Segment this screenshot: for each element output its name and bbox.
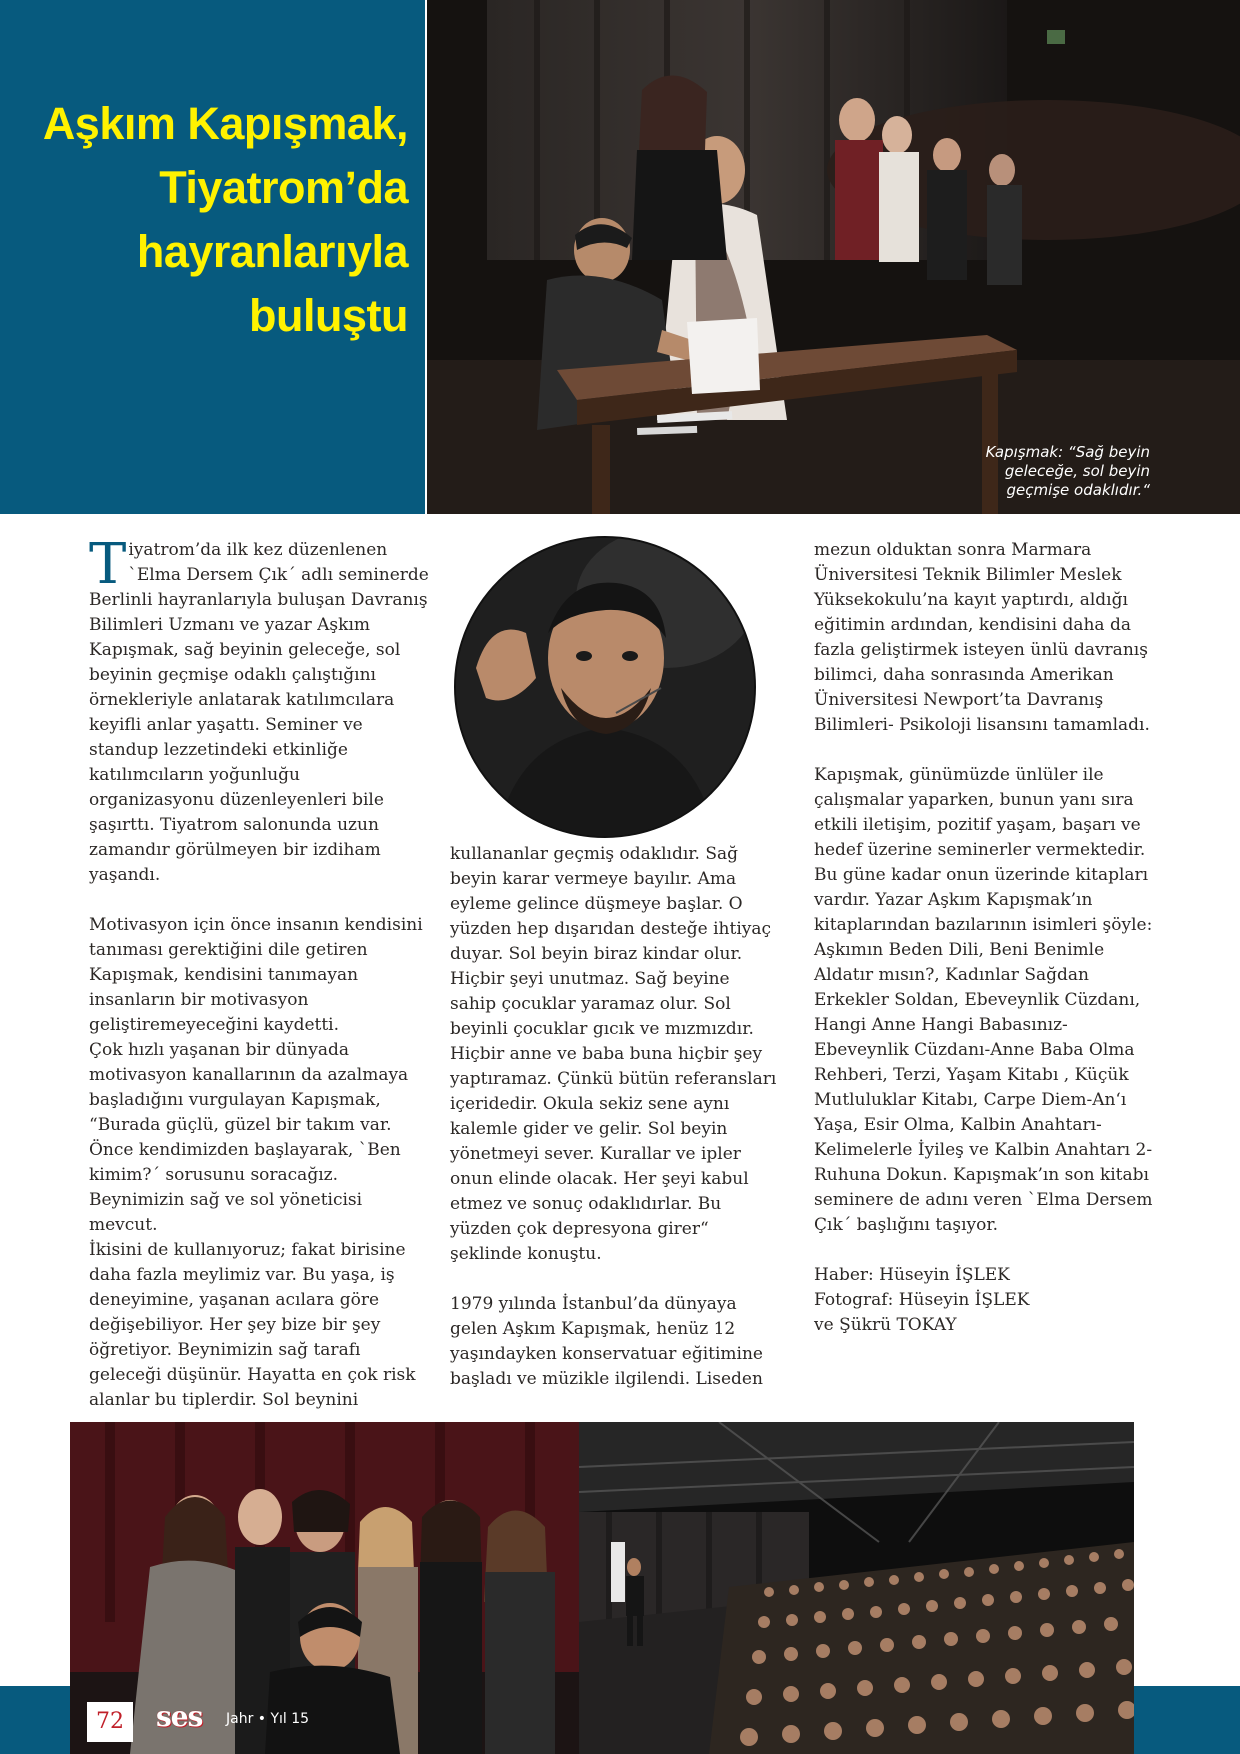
article-column-1 — [89, 532, 429, 1438]
group-photo-illustration — [70, 1422, 579, 1754]
top-photo — [427, 0, 1240, 514]
caption-line: geçmişe odaklıdır.“ — [1006, 481, 1150, 499]
credit-line: Fotograf: Hüseyin İŞLEK — [814, 1290, 1030, 1310]
issue-label: Jahr • Yıl 15 — [226, 1711, 310, 1727]
magazine-logo: ses — [156, 1700, 203, 1733]
portrait-illustration — [456, 538, 754, 836]
title-block — [0, 0, 425, 514]
caption-line: geleceğe, sol beyin — [1004, 462, 1150, 480]
group-photo — [70, 1422, 579, 1754]
title-line: Aşkım Kapışmak, — [42, 98, 408, 149]
paragraph: kullananlar geçmiş odaklıdır. Sağ beyin karar vermeye bayılır. Ama eyleme gelince düşmeye başlar. O yüzden hep dışarıdan desteğe ihtiyaç duyar. Sol beyin biraz kindar olur. Hiçbir şeyi unutmaz. Sağ beyine sahip çocuklar yaramaz olur. Sol beyinli çocuklar gıcık ve mızmızdır. Hiçbir anne ve baba buna hiçbir şey yaptıramaz. Çünkü bütün referansları içeridedir. Okula sekiz sene aynı kalemle gider ve gelir. Sol beyin yönetmeyi sever. Kurallar ve ipler onun elinde olacak. Her şeyi kabul etmez ve sonuç odaklıdırlar. Bu yüzden çok depresyona girer“ şeklinde konuştu. — [450, 844, 777, 1264]
paragraph: 1979 yılında İstanbul’da dünyaya gelen Aşkım Kapışmak, henüz 12 yaşındayken konservatuar eğitimine başladı ve müzikle ilgilendi. Liseden — [450, 1294, 763, 1389]
paragraph-line: İkisini de kullanıyoruz; fakat birisine daha fazla meylimiz var. Bu yaşa, iş deneyimine, yaşanan acılara göre değişebiliyor. Her şey bize bir şey öğretiyor. Beynimizin sağ tarafı geleceği düşünür. Hayatta en çok risk alanlar bu tiplerdir. Sol beynini — [89, 1240, 416, 1410]
drop-cap: T — [89, 532, 127, 597]
article-column-3 — [814, 538, 1154, 1363]
top-photo-caption — [920, 443, 1150, 500]
article-column-2 — [450, 842, 780, 1417]
audience-photo — [579, 1422, 1134, 1754]
title-line: hayranlarıyla — [136, 226, 408, 277]
credit-line: Haber: Hüseyin İŞLEK — [814, 1265, 1010, 1285]
page-number: 72 — [87, 1702, 133, 1742]
paragraph — [89, 913, 429, 1413]
audience-photo-illustration — [579, 1422, 1134, 1754]
intro-text: iyatrom’da ilk kez düzenlenen `Elma Dersem Çık´ adlı seminerde Berlinli hayranlarıyla buluşan Davranış Bilimleri Uzmanı ve yazar Aşkım Kapışmak, sağ beyinin geleceğe, sol beyinin geçmişe odaklı çalıştığını örnekleriyle anlatarak katılımcılara keyifli anlar yaşattı. Seminer ve standup lezzetindeki etkinliğe katılımcıların yoğunluğu organizasyonu düzenleyenleri bile şaşırttı. Tiyatrom salonunda uzun zamandır görülmeyen bir izdiham yaşandı. — [89, 540, 429, 885]
paragraph-line: Motivasyon için önce insanın kendisini tanıması gerektiğini dile getiren Kapışmak, kendisini tanımayan insanların bir motivasyon geliştiremeyeceğini kaydetti. — [89, 915, 423, 1035]
paragraph: Kapışmak, günümüzde ünlüler ile çalışmalar yaparken, bunun yanı sıra etkili iletişim, pozitif yaşam, başarı ve hedef üzerine seminerler vermektedir. Bu güne kadar onun üzerinde kitapları vardır. Yazar Aşkım Kapışmak’ın kitaplarından bazılarının isimleri şöyle: Aşkımın Beden Dili, Beni Benimle Aldatır mısın?, Kadınlar Sağdan Erkekler Soldan, Ebeveynlik Cüzdanı, Hangi Anne Hangi Babasınız-Ebeveynlik Cüzdanı-Anne Baba Olma Rehberi, Terzi, Yaşam Kitabı , Küçük Mutluluklar Kitabı, Carpe Diem-An‘ı Yaşa, Esir Olma, Kalbin Anahtarı-Kelimelerle İyileş ve Kalbin Anahtarı 2-Ruhuna Dokun. Kapışmak’ın son kitabı seminere de adını veren `Elma Dersem Çık´ başlığını taşıyor. — [814, 765, 1153, 1235]
article-title — [40, 92, 408, 348]
portrait-photo — [454, 536, 756, 838]
credits — [814, 1263, 1154, 1338]
paragraph: mezun olduktan sonra Marmara Üniversitesi Teknik Bilimler Meslek Yüksekokulu’na kayıt yaptırdı, aldığı eğitimin ardından, kendisini daha da fazla geliştirmek isteyen ünlü davranış bilimci, daha sonrasında Amerikan Üniversitesi Newport’ta Davranış Bilimleri- Psikoloji lisansını tamamladı. — [814, 540, 1150, 735]
title-line: Tiyatrom’da — [159, 162, 408, 213]
top-photo-illustration — [427, 0, 1240, 514]
credit-line: ve Şükrü TOKAY — [814, 1315, 957, 1335]
caption-line: Kapışmak: “Sağ beyin — [985, 443, 1150, 461]
title-line: buluştu — [249, 290, 408, 341]
paragraph-line: Çok hızlı yaşanan bir dünyada motivasyon kanallarının da azalmaya başladığını vurgulayan Kapışmak, “Burada güçlü, güzel bir takım var. Önce kendimizden başlayarak, `Ben kimim?´ sorusunu soracağız. Beynimizin sağ ve sol yöneticisi mevcut. — [89, 1040, 409, 1235]
intro-paragraph — [89, 532, 429, 888]
